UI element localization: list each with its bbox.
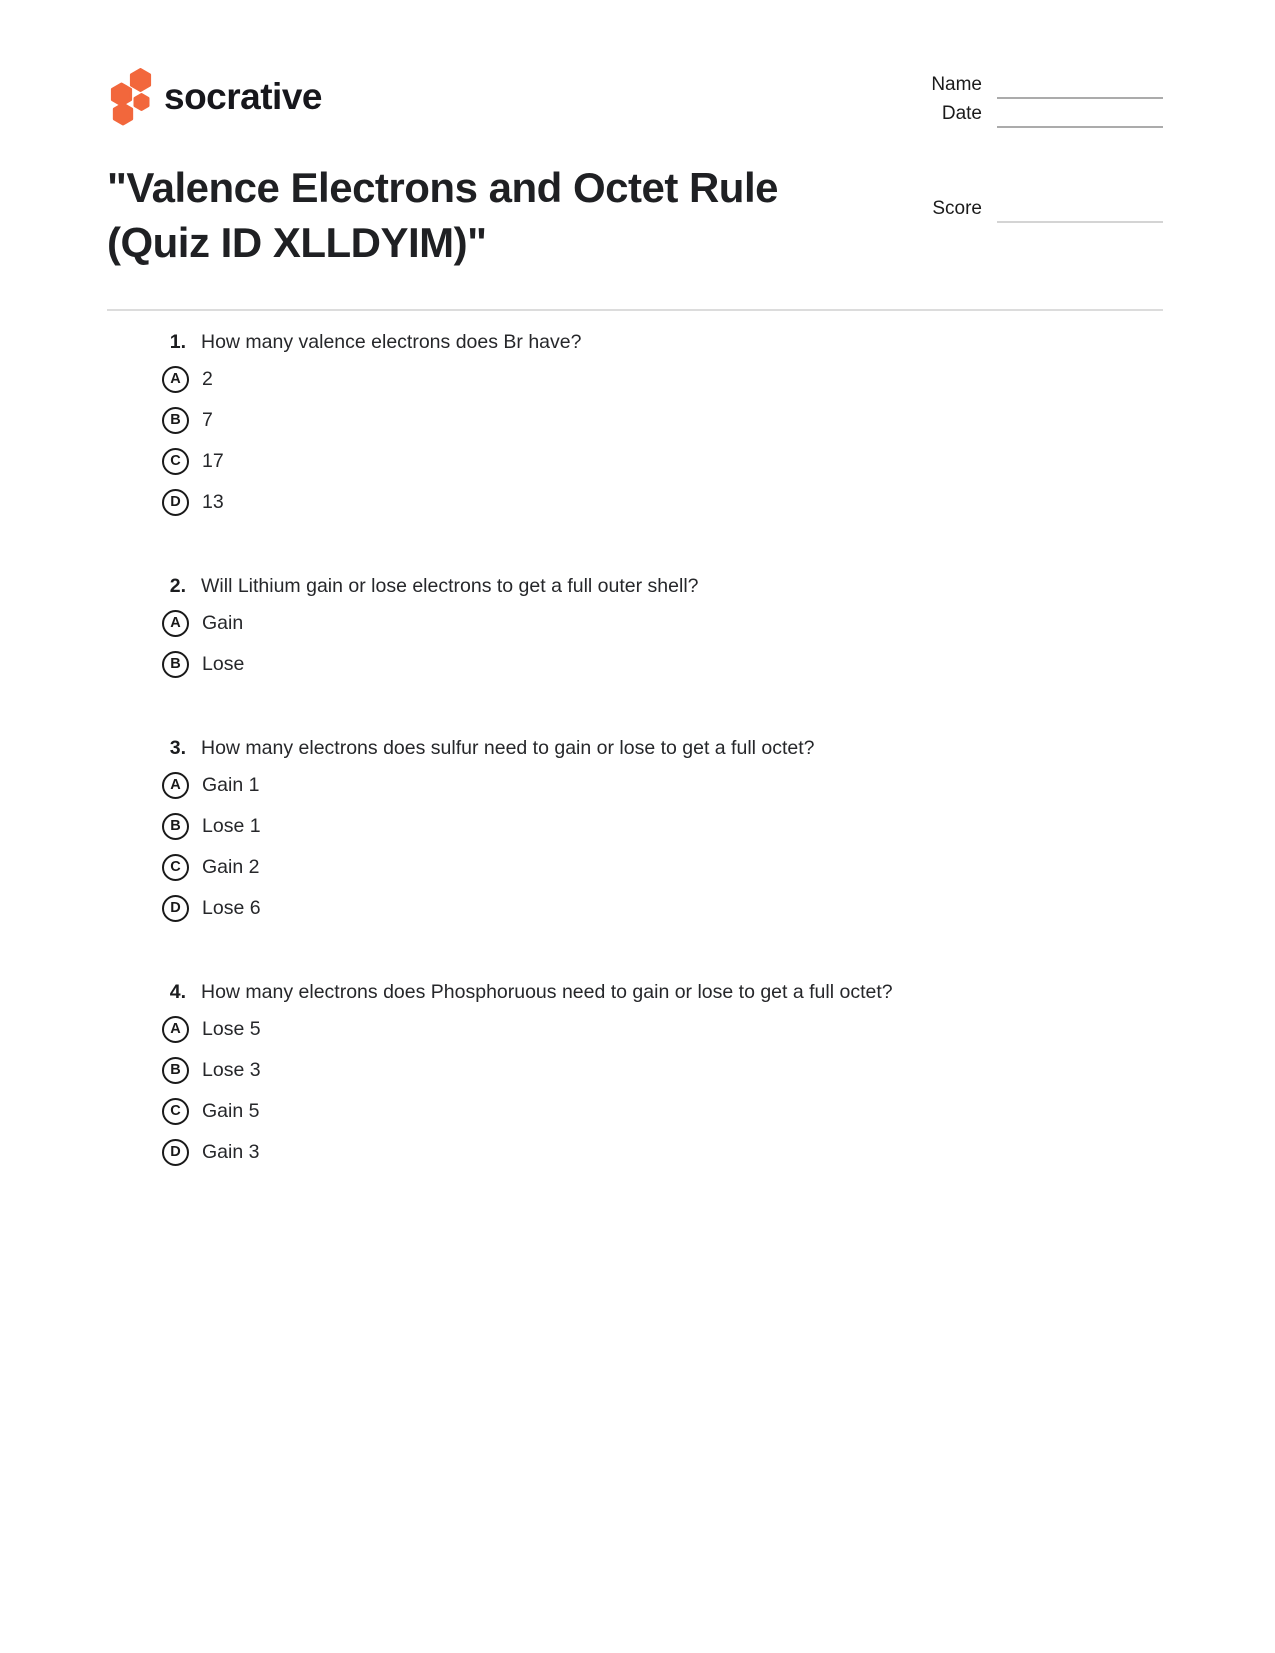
question-text: How many electrons does sulfur need to gain or lose to get a full octet? <box>201 737 815 759</box>
option-text: Gain 3 <box>202 1141 260 1163</box>
option-text: Lose 6 <box>202 897 261 919</box>
divider <box>107 309 1163 311</box>
question-text: How many valence electrons does Br have? <box>201 331 582 353</box>
option-text: Gain 1 <box>202 774 260 796</box>
option-text: 17 <box>202 450 224 472</box>
date-blank-line <box>997 118 1163 128</box>
question <box>162 570 1275 685</box>
option-text: Lose 5 <box>202 1018 261 1040</box>
option-letter-bubble: A <box>162 610 189 637</box>
option-text: Lose 1 <box>202 815 261 837</box>
score-blank-line <box>997 213 1163 223</box>
answer-option <box>162 482 1275 523</box>
question-list <box>0 326 1275 1173</box>
question-text: Will Lithium gain or lose electrons to get a full outer shell? <box>201 575 699 597</box>
question-text-row <box>162 570 1275 603</box>
answer-option <box>162 806 1275 847</box>
answer-option <box>162 765 1275 806</box>
option-letter-bubble: D <box>162 489 189 516</box>
question-text: How many electrons does Phosphoruous need to gain or lose to get a full octet? <box>201 981 893 1003</box>
question-text-row <box>162 976 1275 1009</box>
option-letter-bubble: A <box>162 1016 189 1043</box>
answer-option <box>162 441 1275 482</box>
option-letter-bubble: A <box>162 772 189 799</box>
answer-option <box>162 603 1275 644</box>
option-letter-bubble: B <box>162 407 189 434</box>
option-text: Gain 2 <box>202 856 260 878</box>
question-number: 1. <box>169 331 186 353</box>
answer-option <box>162 644 1275 685</box>
question <box>162 326 1275 523</box>
question-text-row <box>162 326 1275 359</box>
option-text: Lose 3 <box>202 1059 261 1081</box>
question-number: 2. <box>169 575 186 597</box>
date-field-row <box>931 97 1163 126</box>
quiz-title: "Valence Electrons and Octet Rule (Quiz ID XLLDYIM)" <box>107 164 778 266</box>
option-letter-bubble: D <box>162 895 189 922</box>
option-text: 7 <box>202 409 213 431</box>
answer-option <box>162 847 1275 888</box>
answer-option <box>162 1132 1275 1173</box>
socrative-logo <box>100 68 322 128</box>
question-text-row <box>162 732 1275 765</box>
name-label: Name <box>931 74 982 96</box>
answer-option <box>162 1091 1275 1132</box>
score-field <box>932 192 1163 221</box>
option-letter-bubble: B <box>162 813 189 840</box>
question <box>162 976 1275 1173</box>
name-blank-line <box>997 89 1163 99</box>
answer-option <box>162 1050 1275 1091</box>
answer-option <box>162 888 1275 929</box>
question-number: 3. <box>169 737 186 759</box>
option-letter-bubble: B <box>162 651 189 678</box>
option-letter-bubble: C <box>162 1098 189 1125</box>
name-field-row <box>931 68 1163 97</box>
logo-wordmark: socrative <box>164 75 322 117</box>
option-text: Gain <box>202 612 244 634</box>
option-letter-bubble: B <box>162 1057 189 1084</box>
option-letter-bubble: C <box>162 854 189 881</box>
option-letter-bubble: D <box>162 1139 189 1166</box>
option-letter-bubble: C <box>162 448 189 475</box>
option-text: 13 <box>202 491 224 513</box>
option-letter-bubble: A <box>162 366 189 393</box>
question-number: 4. <box>169 981 186 1003</box>
score-field-row <box>932 192 1163 221</box>
answer-option <box>162 400 1275 441</box>
option-text: 2 <box>202 368 213 390</box>
header-fields <box>931 68 1163 126</box>
score-label: Score <box>932 198 982 220</box>
date-label: Date <box>941 103 982 125</box>
option-text: Gain 5 <box>202 1100 260 1122</box>
question <box>162 732 1275 929</box>
answer-option <box>162 359 1275 400</box>
hexagon-cluster-icon <box>100 68 156 128</box>
answer-option <box>162 1009 1275 1050</box>
option-text: Lose <box>202 653 245 675</box>
